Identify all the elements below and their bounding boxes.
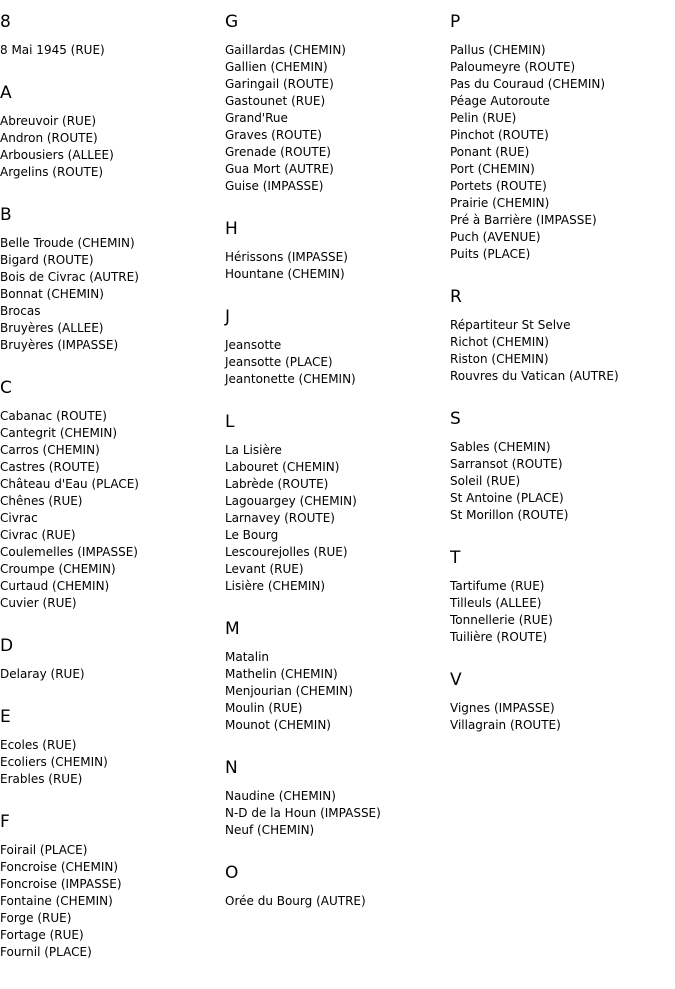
- street-item: Bruyères (ALLEE): [0, 321, 104, 335]
- letter-section: [0, 83, 225, 181]
- letter-section: [225, 12, 450, 195]
- street-item: Lescourejolles (RUE): [225, 545, 348, 559]
- street-item: Tuilière (ROUTE): [450, 630, 548, 644]
- street-item: Richot (CHEMIN): [450, 335, 549, 349]
- street-item: Abreuvoir (RUE): [0, 114, 97, 128]
- street-item: Bigard (ROUTE): [0, 253, 94, 267]
- section-letter-heading: P: [450, 12, 461, 32]
- letter-section: [450, 670, 675, 734]
- section-letter-heading: C: [0, 378, 12, 398]
- street-item: Mathelin (CHEMIN): [225, 667, 338, 681]
- street-item: Belle Troude (CHEMIN): [0, 236, 135, 250]
- street-item: Pinchot (ROUTE): [450, 128, 549, 142]
- letter-section: [450, 409, 675, 524]
- street-item: Chênes (RUE): [0, 494, 83, 508]
- letter-section: [225, 219, 450, 283]
- street-item: Paloumeyre (ROUTE): [450, 60, 576, 74]
- street-item: Cuvier (RUE): [0, 596, 77, 610]
- letter-section: [0, 205, 225, 354]
- letter-section: [0, 12, 225, 59]
- street-item: Ponant (RUE): [450, 145, 530, 159]
- section-letter-heading: F: [0, 812, 10, 832]
- section-letter-heading: B: [0, 205, 12, 225]
- street-item: Puch (AVENUE): [450, 230, 541, 244]
- section-letter-heading: G: [225, 12, 239, 32]
- section-letter-heading: E: [0, 707, 11, 727]
- section-letter-heading: O: [225, 863, 239, 883]
- street-item: Riston (CHEMIN): [450, 352, 549, 366]
- street-item: Ecoles (RUE): [0, 738, 77, 752]
- street-item: Bruyères (IMPASSE): [0, 338, 119, 352]
- street-item: Civrac (RUE): [0, 528, 76, 542]
- street-item: La Lisière: [225, 443, 282, 457]
- street-item: Château d'Eau (PLACE): [0, 477, 139, 491]
- street-item: Rouvres du Vatican (AUTRE): [450, 369, 619, 383]
- street-item: Fortage (RUE): [0, 928, 84, 942]
- section-letter-heading: V: [450, 670, 462, 690]
- street-item: Grand'Rue: [225, 111, 288, 125]
- street-item: Forge (RUE): [0, 911, 72, 925]
- street-item: Croumpe (CHEMIN): [0, 562, 116, 576]
- street-item: Garingail (ROUTE): [225, 77, 334, 91]
- street-item: Fournil (PLACE): [0, 945, 92, 959]
- street-item: Sables (CHEMIN): [450, 440, 551, 454]
- street-item: Menjourian (CHEMIN): [225, 684, 353, 698]
- section-letter-heading: D: [0, 636, 14, 656]
- street-item: Pallus (CHEMIN): [450, 43, 546, 57]
- section-letter-heading: J: [225, 307, 231, 327]
- street-item: Bois de Civrac (AUTRE): [0, 270, 139, 284]
- letter-section: [0, 378, 225, 612]
- street-item: Labouret (CHEMIN): [225, 460, 340, 474]
- street-index-column-3: [450, 0, 675, 734]
- street-item: Tonnellerie (RUE): [450, 613, 553, 627]
- section-letter-heading: 8: [0, 12, 11, 32]
- street-item: Puits (PLACE): [450, 247, 531, 261]
- letter-section: [225, 863, 450, 910]
- letter-section: [0, 636, 225, 683]
- section-letter-heading: S: [450, 409, 461, 429]
- street-item: Gastounet (RUE): [225, 94, 326, 108]
- street-index-column-1: [0, 0, 225, 961]
- street-item: Cabanac (ROUTE): [0, 409, 107, 423]
- street-item: Argelins (ROUTE): [0, 165, 104, 179]
- section-letter-heading: M: [225, 619, 240, 639]
- street-item: Bonnat (CHEMIN): [0, 287, 104, 301]
- street-item: Carros (CHEMIN): [0, 443, 100, 457]
- letter-section: [225, 619, 450, 734]
- street-item: Pelin (RUE): [450, 111, 517, 125]
- street-item: Labrède (ROUTE): [225, 477, 329, 491]
- letter-section: [225, 307, 450, 388]
- section-letter-heading: T: [450, 548, 461, 568]
- street-item: Pas du Couraud (CHEMIN): [450, 77, 606, 91]
- section-letter-heading: R: [450, 287, 462, 307]
- street-item: Jeantonette (CHEMIN): [225, 372, 356, 386]
- street-item: Hountane (CHEMIN): [225, 267, 345, 281]
- street-item: Larnavey (ROUTE): [225, 511, 335, 525]
- street-item: Erables (RUE): [0, 772, 83, 786]
- street-item: Moulin (RUE): [225, 701, 303, 715]
- street-item: Jeansotte (PLACE): [225, 355, 333, 369]
- street-item: Pré à Barrière (IMPASSE): [450, 213, 597, 227]
- street-item: Grenade (ROUTE): [225, 145, 331, 159]
- letter-section: [0, 707, 225, 788]
- street-item: Coulemelles (IMPASSE): [0, 545, 138, 559]
- street-item: Gaillardas (CHEMIN): [225, 43, 346, 57]
- street-item: Guise (IMPASSE): [225, 179, 324, 193]
- street-item: Arbousiers (ALLEE): [0, 148, 114, 162]
- street-item: Neuf (CHEMIN): [225, 823, 315, 837]
- letter-section: [0, 812, 225, 961]
- street-item: Foncroise (CHEMIN): [0, 860, 119, 874]
- street-item: Lagouargey (CHEMIN): [225, 494, 357, 508]
- street-item: Naudine (CHEMIN): [225, 789, 336, 803]
- street-item: Castres (ROUTE): [0, 460, 100, 474]
- section-letter-heading: N: [225, 758, 238, 778]
- street-item: Hérissons (IMPASSE): [225, 250, 348, 264]
- street-item: Fontaine (CHEMIN): [0, 894, 113, 908]
- street-item: Brocas: [0, 304, 41, 318]
- street-item: Soleil (RUE): [450, 474, 521, 488]
- street-index-column-2: [225, 0, 450, 910]
- letter-section: [450, 548, 675, 646]
- street-item: Delaray (RUE): [0, 667, 85, 681]
- letter-section: [450, 12, 675, 263]
- street-item: Sarransot (ROUTE): [450, 457, 563, 471]
- street-item: Le Bourg: [225, 528, 279, 542]
- street-item: St Morillon (ROUTE): [450, 508, 569, 522]
- street-item: Civrac: [0, 511, 38, 525]
- street-item: Graves (ROUTE): [225, 128, 322, 142]
- letter-section: [225, 412, 450, 595]
- letter-section: [225, 758, 450, 839]
- street-item: Mounot (CHEMIN): [225, 718, 331, 732]
- street-item: Villagrain (ROUTE): [450, 718, 561, 732]
- section-letter-heading: H: [225, 219, 238, 239]
- street-item: Cantegrit (CHEMIN): [0, 426, 118, 440]
- street-item: Tartifume (RUE): [450, 579, 545, 593]
- street-item: Foirail (PLACE): [0, 843, 88, 857]
- street-item: Levant (RUE): [225, 562, 304, 576]
- street-item: Ecoliers (CHEMIN): [0, 755, 108, 769]
- street-item: Répartiteur St Selve: [450, 318, 571, 332]
- street-item: Péage Autoroute: [450, 94, 550, 108]
- letter-section: [450, 287, 675, 385]
- street-item: Tilleuls (ALLEE): [450, 596, 542, 610]
- street-item: Port (CHEMIN): [450, 162, 535, 176]
- street-item: Orée du Bourg (AUTRE): [225, 894, 366, 908]
- street-item: N-D de la Houn (IMPASSE): [225, 806, 381, 820]
- street-item: Gua Mort (AUTRE): [225, 162, 334, 176]
- section-letter-heading: L: [225, 412, 235, 432]
- section-letter-heading: A: [0, 83, 12, 103]
- street-item: 8 Mai 1945 (RUE): [0, 43, 105, 57]
- street-item: St Antoine (PLACE): [450, 491, 564, 505]
- street-item: Lisière (CHEMIN): [225, 579, 326, 593]
- street-item: Curtaud (CHEMIN): [0, 579, 110, 593]
- street-item: Foncroise (IMPASSE): [0, 877, 122, 891]
- street-item: Jeansotte: [225, 338, 282, 352]
- street-item: Matalin: [225, 650, 270, 664]
- street-item: Vignes (IMPASSE): [450, 701, 555, 715]
- street-item: Prairie (CHEMIN): [450, 196, 550, 210]
- street-item: Andron (ROUTE): [0, 131, 98, 145]
- street-item: Gallien (CHEMIN): [225, 60, 328, 74]
- street-item: Portets (ROUTE): [450, 179, 547, 193]
